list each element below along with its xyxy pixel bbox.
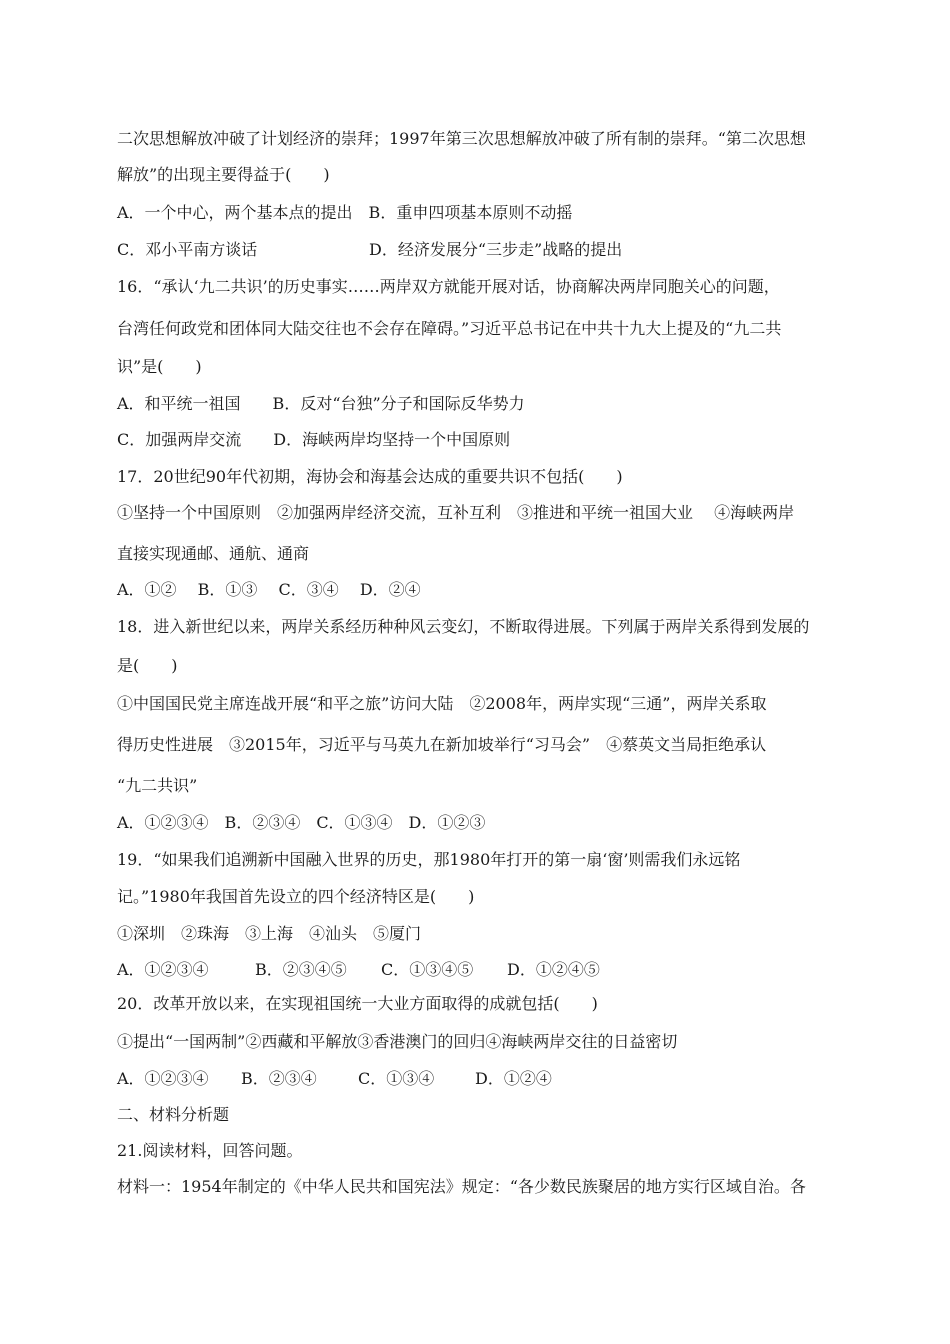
option-b: B．②③④⑤ bbox=[255, 960, 347, 979]
question-15-options-cd bbox=[117, 240, 622, 260]
question-18-items-line-2: 得历史性进展 ③2015年，习近平与马英九在新加坡举行“习马会” ④蔡英文当局拒绝承认 bbox=[117, 735, 767, 754]
question-20-stem: 20．改革开放以来，在实现祖国统一大业方面取得的成就包括( ) bbox=[117, 994, 598, 1013]
question-18-options: A．①②③④ B．②③④ C．①③④ D．①②③ bbox=[117, 813, 486, 832]
question-17-stem: 17．20世纪90年代初期，海协会和海基会达成的重要共识不包括( ) bbox=[117, 467, 623, 486]
question-20-items: ①提出“一国两制”②西藏和平解放③香港澳门的回归④海峡两岸交往的日益密切 bbox=[117, 1032, 678, 1051]
option-d: D．①②④ bbox=[475, 1069, 552, 1088]
option-d: D．①②④⑤ bbox=[507, 960, 600, 979]
option-c: C．邓小平南方谈话 bbox=[117, 240, 258, 259]
question-18-items-line-1: ①中国国民党主席连战开展“和平之旅”访问大陆 ②2008年，两岸实现“三通”，两岸关系取 bbox=[117, 694, 767, 713]
question-17-items-line-1: ①坚持一个中国原则 ②加强两岸经济交流，互补互利 ③推进和平统一祖国大业 ④海峡两岸 bbox=[117, 503, 795, 522]
question-20-options bbox=[117, 1069, 552, 1089]
question-17-items-line-2: 直接实现通邮、通航、通商 bbox=[117, 544, 310, 563]
option-d: D．经济发展分“三步走”战略的提出 bbox=[369, 240, 623, 259]
question-16-options-cd: C．加强两岸交流 D．海峡两岸均坚持一个中国原则 bbox=[117, 430, 511, 449]
question-16-stem-line-2: 台湾任何政党和团体同大陆交往也不会存在障碍。”习近平总书记在中共十九大上提及的“九二共 bbox=[117, 319, 782, 338]
question-15-stem-line-1: 二次思想解放冲破了计划经济的崇拜；1997年第三次思想解放冲破了所有制的崇拜。“第二次思想 bbox=[117, 129, 806, 148]
question-15-stem-line-2: 解放”的出现主要得益于( ) bbox=[117, 165, 330, 184]
question-16-options-ab: A．和平统一祖国 B．反对“台独”分子和国际反华势力 bbox=[117, 394, 525, 413]
question-19-stem-line-1: 19．“如果我们追溯新中国融入世界的历史，那1980年打开的第一扇‘窗’则需我们永远铭 bbox=[117, 850, 741, 869]
option-a: A．①②③④ bbox=[117, 960, 209, 979]
question-16-stem-line-3: 识”是( ) bbox=[117, 357, 202, 376]
question-18-stem-line-1: 18．进入新世纪以来，两岸关系经历种种风云变幻，不断取得进展。下列属于两岸关系得到发展的 bbox=[117, 617, 810, 636]
question-18-stem-line-2: 是( ) bbox=[117, 656, 178, 675]
question-19-items: ①深圳 ②珠海 ③上海 ④汕头 ⑤厦门 bbox=[117, 924, 422, 943]
question-19-options bbox=[117, 960, 600, 980]
option-c: C．①③④ bbox=[358, 1069, 435, 1088]
section-heading-material-analysis: 二、材料分析题 bbox=[117, 1105, 230, 1124]
option-b: B．②③④ bbox=[241, 1069, 317, 1088]
question-15-options-ab: A．一个中心，两个基本点的提出 B．重申四项基本原则不动摇 bbox=[117, 203, 573, 222]
question-21-stem: 21.阅读材料，回答问题。 bbox=[117, 1141, 303, 1160]
question-17-options: A．①② B．①③ C．③④ D．②④ bbox=[117, 580, 421, 599]
question-19-stem-line-2: 记。”1980年我国首先设立的四个经济特区是( ) bbox=[117, 887, 475, 906]
option-a: A．①②③④ bbox=[117, 1069, 209, 1088]
question-21-material-1: 材料一：1954年制定的《中华人民共和国宪法》规定：“各少数民族聚居的地方实行区域自治。各 bbox=[117, 1177, 806, 1196]
question-18-items-line-3: “九二共识” bbox=[117, 776, 198, 795]
option-c: C．①③④⑤ bbox=[381, 960, 474, 979]
question-16-stem-line-1: 16．“承认‘九二共识’的历史事实……两岸双方就能开展对话，协商解决两岸同胞关心的问题， bbox=[117, 277, 780, 296]
